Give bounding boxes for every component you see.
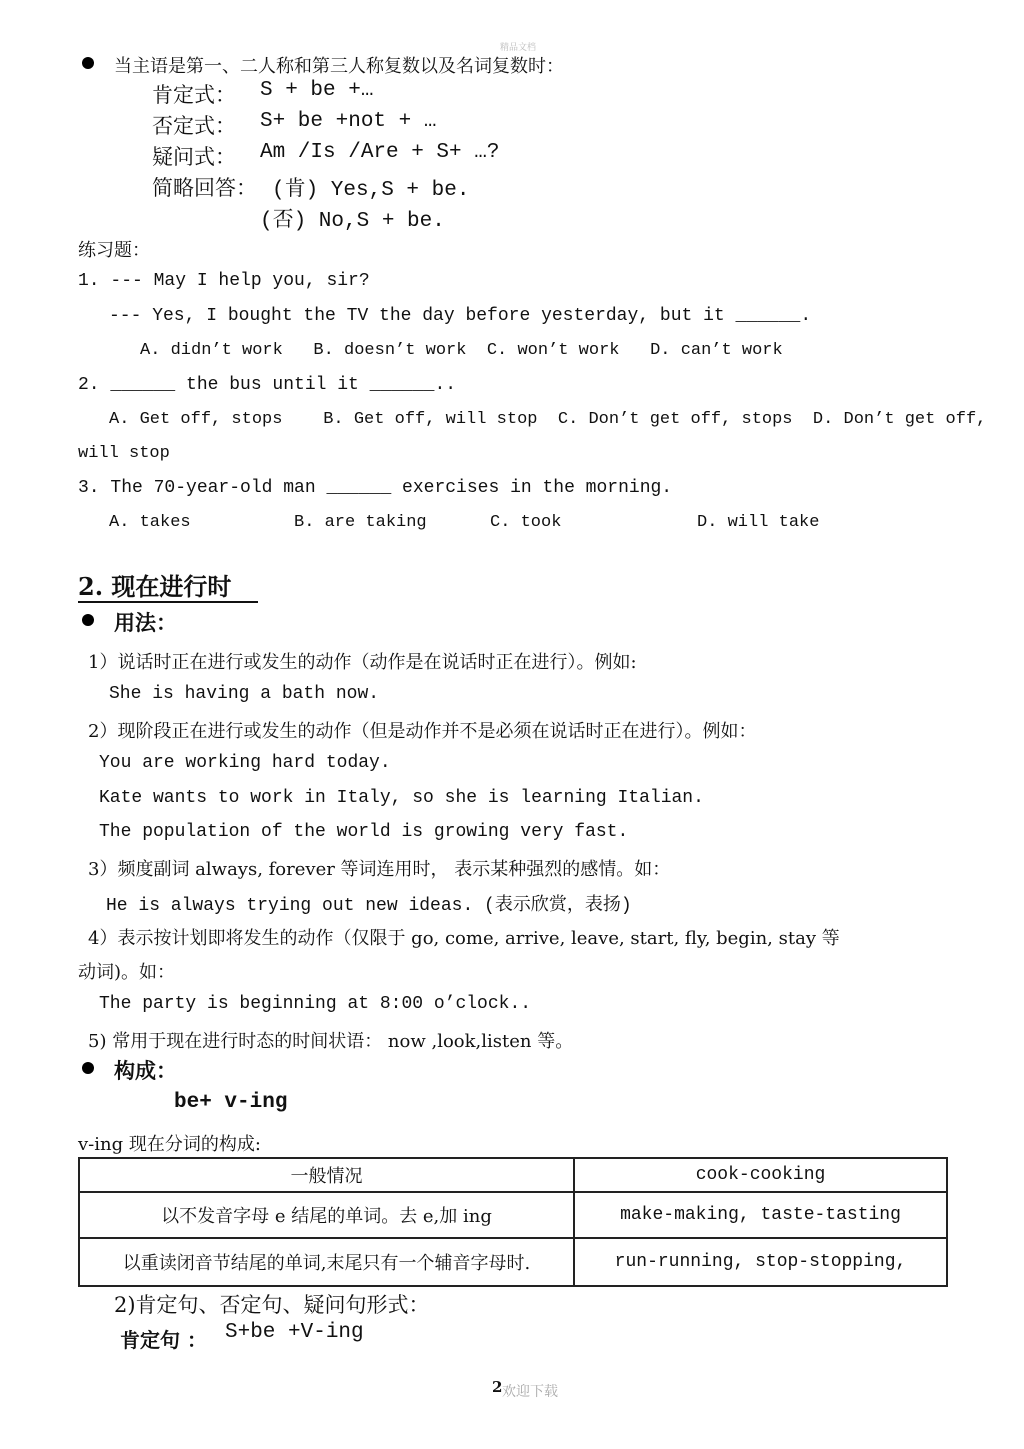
form-label-short-answer: 简略回答： (152, 176, 257, 200)
bullet-icon (82, 57, 94, 69)
usage-2-example-2: Kate wants to work in Italy, so she is learning Italian. (99, 788, 704, 808)
usage-4-example: The party is beginning at 8:00 o’clock.. (99, 994, 532, 1014)
q1-line2: --- Yes, I bought the TV the day before yesterday, but it ______. (109, 306, 812, 326)
usage-4-cont: 动词)。如： (78, 962, 176, 983)
q1-line1: 1. --- May I help you, sir? (78, 271, 370, 291)
usage-5: 5) 常用于现在进行时态的时间状语： now ,look,listen 等。 (88, 1031, 574, 1052)
form-formula-negative: S+ be +not + … (260, 110, 437, 133)
table-row (79, 1238, 947, 1286)
table-cell: make-making, taste-tasting (574, 1192, 947, 1238)
page-number: 2 (492, 1378, 503, 1396)
q3-line: 3. The 70-year-old man ______ exercises in the morning. (78, 478, 673, 498)
q3-option-c: C. took (490, 513, 562, 532)
table-cell: run-running, stop-stopping, (574, 1238, 947, 1286)
form-formula-question: Am /Is /Are + S+ …? (260, 141, 500, 164)
formula-be-ving: be+ v-ing (174, 1091, 288, 1114)
bullet-icon (82, 1062, 94, 1074)
watermark-top: 精品文档 (500, 43, 537, 53)
q1-options: A. didn’t work B. doesn’t work C. won’t work D. can’t work (140, 341, 783, 360)
usage-2-example-1: You are working hard today. (99, 753, 391, 773)
table-cell: cook-cooking (574, 1158, 947, 1192)
ving-title: v-ing 现在分词的构成: (78, 1134, 261, 1155)
table-cell: 以不发音字母 e 结尾的单词。去 e,加 ing (79, 1192, 574, 1238)
q3-option-d: D. will take (697, 513, 820, 532)
affirmative-label: 肯定句 ： (120, 1328, 207, 1352)
table-cell: 一般情况 (79, 1158, 574, 1192)
usage-4: 4）表示按计划即将发生的动作（仅限于 go, come, arrive, leave, start, fly, begin, stay 等 (88, 928, 840, 949)
form-formula-short-no: (否) No,S + be. (260, 210, 445, 233)
table-row (79, 1158, 947, 1192)
usage-1: 1）说话时正在进行或发生的动作（动作是在说话时正在进行）。例如: (88, 652, 637, 673)
q2-line: 2. ______ the bus until it ______.. (78, 375, 457, 395)
subject-rule-text: 当主语是第一、二人称和第三人称复数以及名词复数时： (114, 56, 564, 77)
ving-table (78, 1157, 948, 1287)
heading-underline (78, 601, 258, 603)
form-formula-short-yes: (肯) Yes,S + be. (272, 179, 470, 202)
form-formula-affirmative: S + be +… (260, 79, 374, 102)
sentence-forms-title: 2)肯定句、否定句、疑问句形式： (114, 1293, 430, 1317)
usage-3-example: He is always trying out new ideas. (表示欣赏，表扬) (106, 896, 632, 916)
table-cell: 以重读闭音节结尾的单词,末尾只有一个辅音字母时. (79, 1238, 574, 1286)
usage-2-example-3: The population of the world is growing very fast. (99, 822, 629, 842)
q3-option-a: A. takes (109, 513, 191, 532)
q3-option-b: B. are taking (294, 513, 427, 532)
form-label: 构成： (114, 1058, 177, 1083)
usage-3: 3）频度副词 always, forever 等词连用时， 表示某种强烈的感情。如： (88, 859, 671, 880)
bullet-icon (82, 614, 94, 626)
form-label-affirmative: 肯定式： (152, 83, 236, 107)
affirmative-formula: S+be +V-ing (225, 1321, 364, 1344)
footer-text: 欢迎下载 (502, 1384, 558, 1400)
exercise-title: 练习题： (78, 240, 150, 261)
section-heading: 2. 现在进行时 (78, 572, 232, 601)
table-row (79, 1192, 947, 1238)
usage-2: 2）现阶段正在进行或发生的动作（但是动作并不是必须在说话时正在进行）。例如： (88, 721, 757, 742)
q2-options-cont: will stop (78, 444, 170, 463)
q2-options: A. Get off, stops B. Get off, will stop C. Don’t get off, stops D. Don’t get off, (109, 410, 987, 429)
usage-1-example: She is having a bath now. (109, 684, 380, 704)
usage-label: 用法： (114, 610, 177, 635)
form-label-question: 疑问式： (152, 145, 236, 169)
form-label-negative: 否定式： (152, 114, 236, 138)
